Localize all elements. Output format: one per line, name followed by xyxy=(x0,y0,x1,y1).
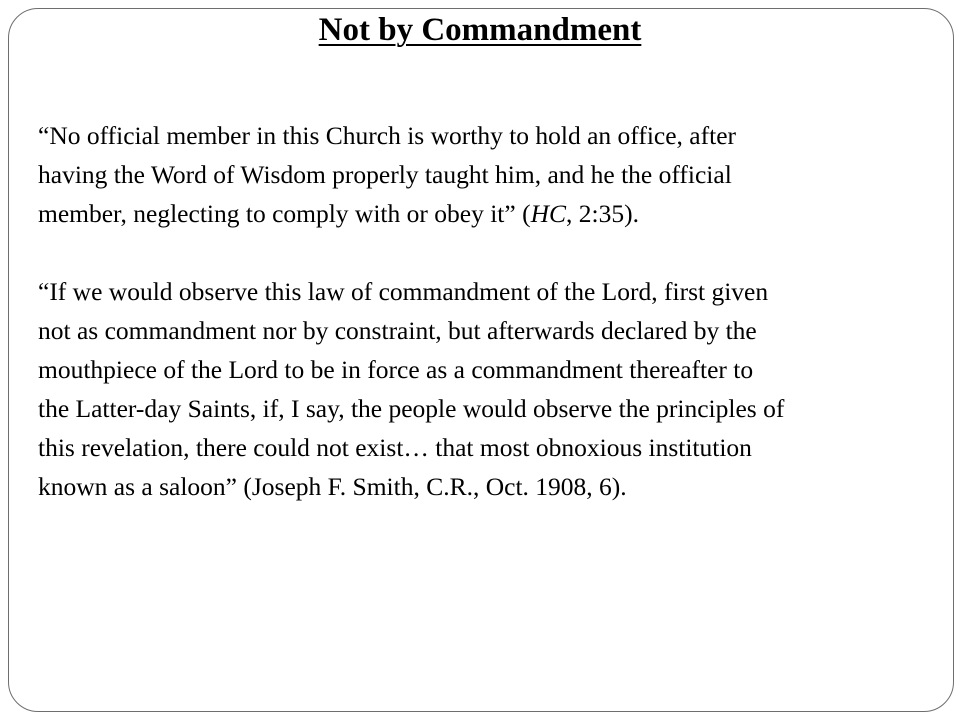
quote-1-line-3 xyxy=(38,194,958,233)
slide-title xyxy=(0,8,960,52)
quote-2-line-6: known as a saloon” (Joseph F. Smith, C.R., Oct. 1908, 6). xyxy=(38,472,627,501)
quote-1-citation-source: HC xyxy=(530,199,566,228)
quote-1-line-2: having the Word of Wisdom properly taught him, and he the official xyxy=(38,160,732,189)
quote-2-line-1: “If we would observe this law of commandment of the Lord, first given xyxy=(38,277,769,306)
quote-1-line-3-text: member, neglecting to comply with or obey it” ( xyxy=(38,199,531,228)
quote-2-line-4: the Latter-day Saints, if, I say, the people would observe the principles of xyxy=(38,394,785,423)
slide-body xyxy=(38,116,958,506)
quote-1 xyxy=(38,116,958,233)
quote-2 xyxy=(38,272,958,506)
quote-2-line-5: this revelation, there could not exist… that most obnoxious institution xyxy=(38,433,752,462)
quote-2-line-3: mouthpiece of the Lord to be in force as a commandment thereafter to xyxy=(38,355,754,384)
quote-1-citation-ref: , 2:35). xyxy=(566,199,639,228)
quote-2-line-2: not as commandment nor by constraint, but afterwards declared by the xyxy=(38,316,757,345)
slide-title-text: Not by Commandment xyxy=(318,12,642,48)
quote-1-line-1: “No official member in this Church is worthy to hold an office, after xyxy=(38,121,737,150)
